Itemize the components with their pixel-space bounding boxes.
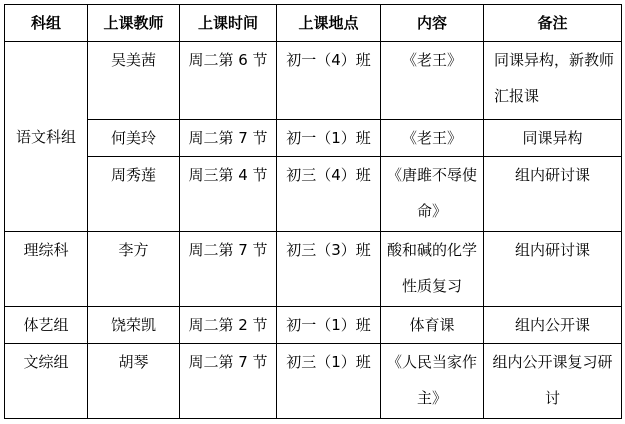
content-cell: 体育课 (381, 307, 484, 344)
content-cell: 《人民当家作主》 (381, 344, 484, 419)
schedule-table (4, 4, 622, 419)
teacher-cell: 胡琴 (88, 344, 180, 419)
note-cell: 组内公开课 (484, 307, 622, 344)
location-cell: 初三（3）班 (277, 232, 381, 307)
teacher-cell: 吴美茜 (88, 42, 180, 120)
time-cell: 周二第 7 节 (180, 344, 277, 419)
content-cell: 《唐雎不辱使命》 (381, 157, 484, 232)
table-row (5, 344, 622, 419)
location-cell: 初三（4）班 (277, 157, 381, 232)
subject-group-cell: 体艺组 (5, 307, 88, 344)
header-teacher: 上课教师 (88, 5, 180, 42)
teacher-cell: 饶荣凯 (88, 307, 180, 344)
teacher-cell: 李方 (88, 232, 180, 307)
time-cell: 周三第 4 节 (180, 157, 277, 232)
header-content: 内容 (381, 5, 484, 42)
location-cell: 初一（1）班 (277, 307, 381, 344)
location-cell: 初三（1）班 (277, 344, 381, 419)
header-time: 上课时间 (180, 5, 277, 42)
note-cell: 同课异构 (484, 120, 622, 157)
note-cell: 同课异构，新教师汇报课 (484, 42, 622, 120)
table-row (5, 42, 622, 120)
note-cell: 组内研讨课 (484, 232, 622, 307)
teacher-cell: 何美玲 (88, 120, 180, 157)
note-cell: 组内研讨课 (484, 157, 622, 232)
table-row (5, 232, 622, 307)
table-row (5, 120, 622, 157)
time-cell: 周二第 7 节 (180, 120, 277, 157)
time-cell: 周二第 2 节 (180, 307, 277, 344)
header-location: 上课地点 (277, 5, 381, 42)
note-cell: 组内公开课复习研讨 (484, 344, 622, 419)
table-header-row (5, 5, 622, 42)
teacher-cell: 周秀莲 (88, 157, 180, 232)
location-cell: 初一（4）班 (277, 42, 381, 120)
header-note: 备注 (484, 5, 622, 42)
subject-group-cell: 文综组 (5, 344, 88, 419)
subject-group-cell: 理综科 (5, 232, 88, 307)
content-cell: 《老王》 (381, 120, 484, 157)
content-cell: 酸和碱的化学性质复习 (381, 232, 484, 307)
location-cell: 初一（1）班 (277, 120, 381, 157)
table-row (5, 307, 622, 344)
time-cell: 周二第 6 节 (180, 42, 277, 120)
time-cell: 周二第 7 节 (180, 232, 277, 307)
subject-group-cell: 语文科组 (5, 42, 88, 232)
header-subject-group: 科组 (5, 5, 88, 42)
content-cell: 《老王》 (381, 42, 484, 120)
table-row (5, 157, 622, 232)
